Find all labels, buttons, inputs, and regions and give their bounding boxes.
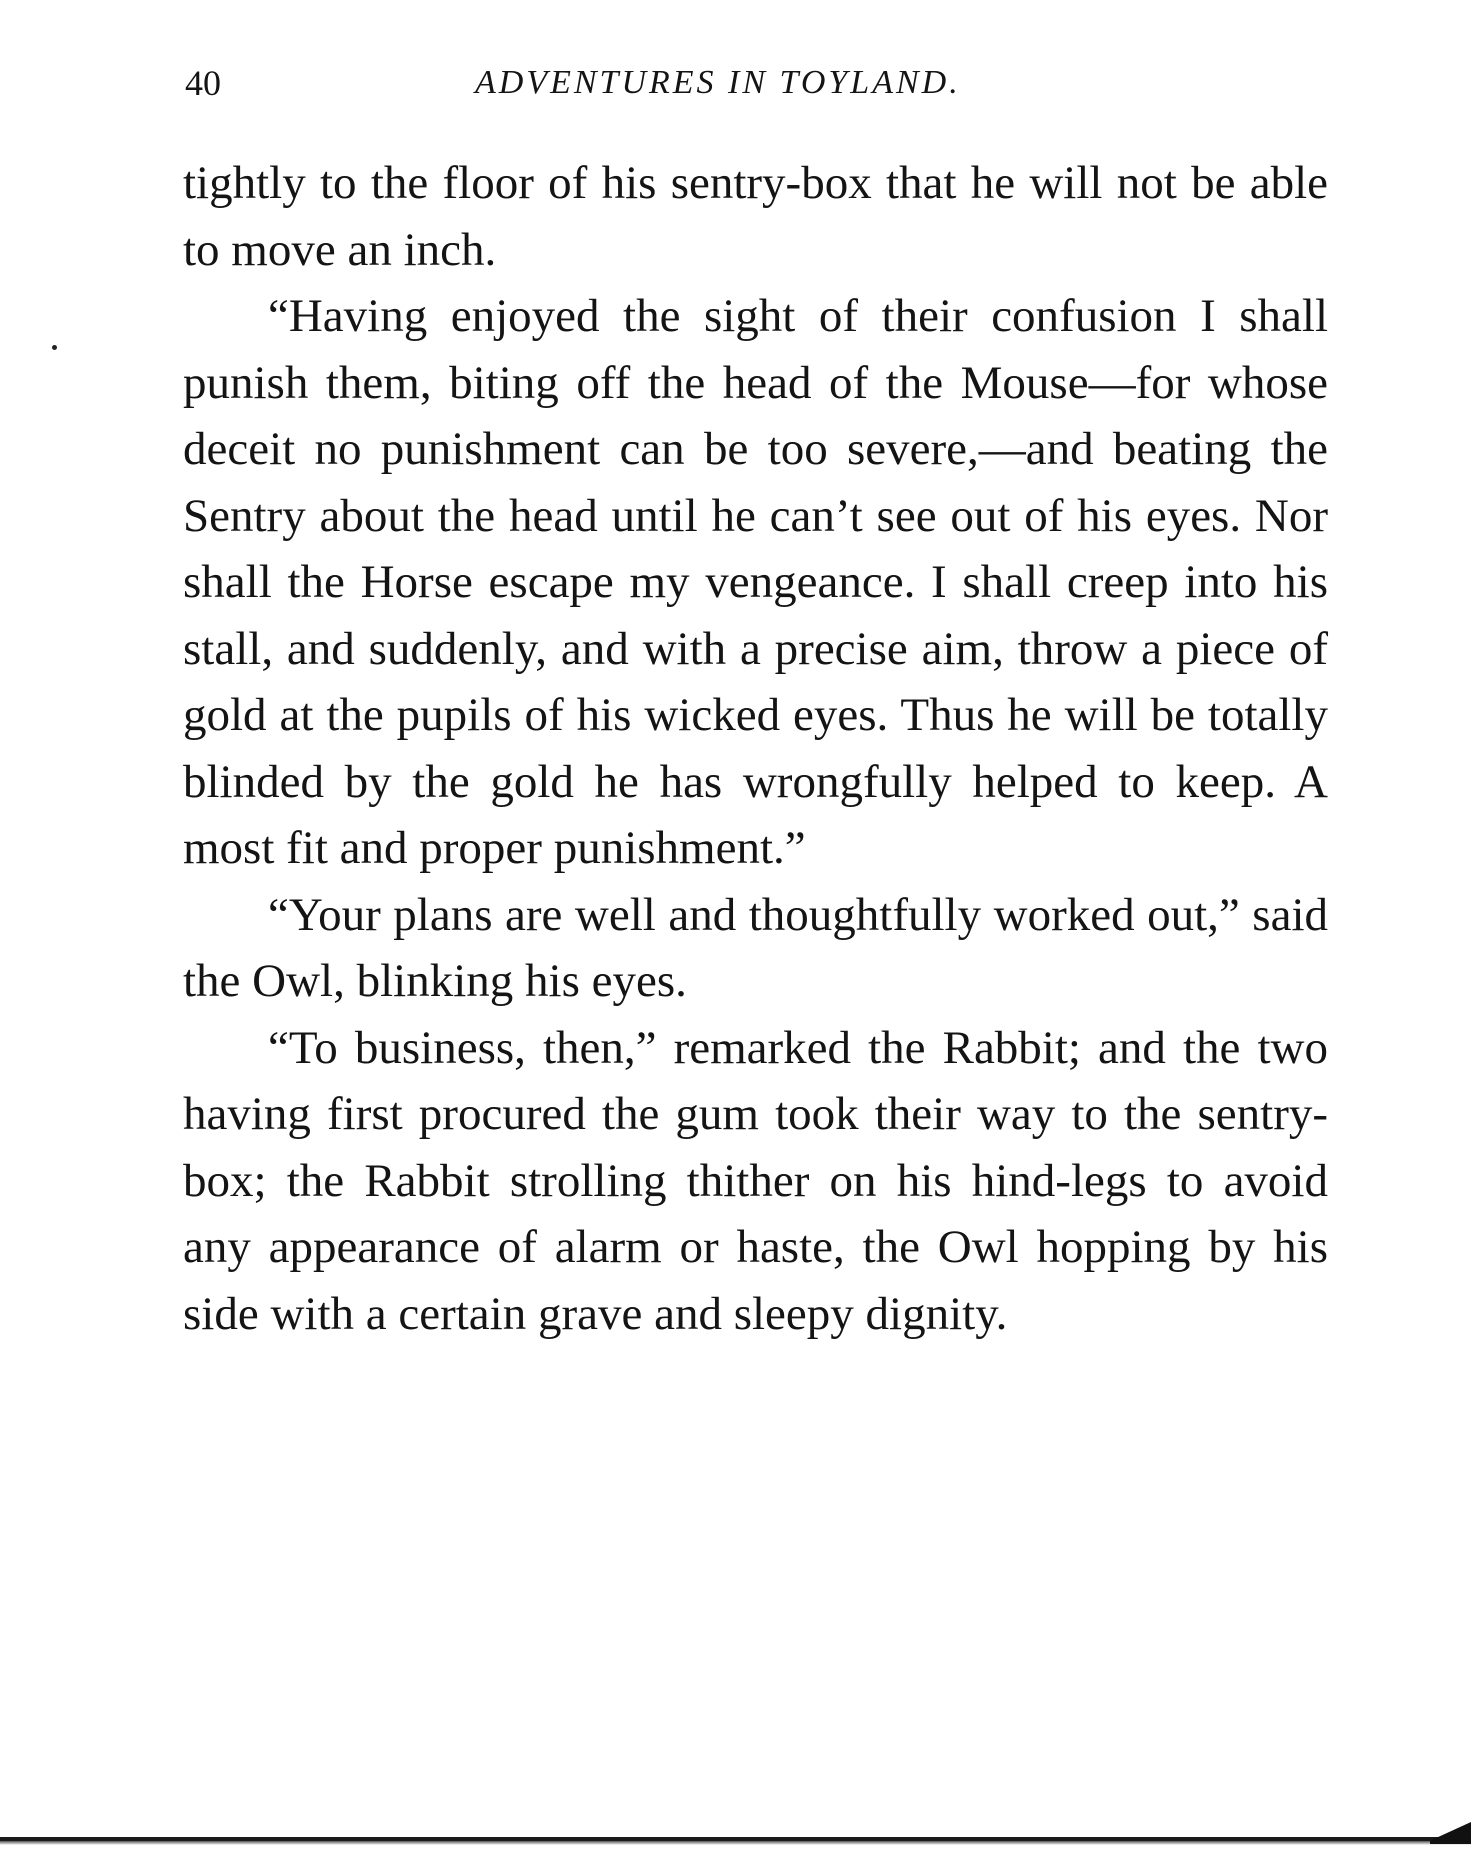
paragraph-to-business: “To business, then,” remarked the Rabbit; and the two having first procured the gum took their way to the sentry-box; the Rabbit strolling thither on his hind-legs to avoid any appearance of alarm or haste, the Owl hopping by his side with a certain grave and sleepy dignity. (183, 1021, 1328, 1340)
page-header (185, 62, 1325, 112)
paragraph-owl-reply: “Your plans are well and thoughtfully worked out,” said the Owl, blinking his eyes. (183, 888, 1328, 1007)
paragraph-rabbit-plan: “Having enjoyed the sight of their confusion I shall punish them, biting off the head of the Mouse—for whose deceit no punishment can be too severe,—and beating the Sentry about the head until he can’t see out of his eyes. Nor shall the Horse escape my vengeance. I shall creep into his stall, and suddenly, and with a precise aim, throw a piece of gold at the pupils of his wicked eyes. Thus he will be totally blinded by the gold he has wrongfully helped to keep. A most fit and proper punishment.” (183, 290, 1328, 874)
page-number: 40 (185, 63, 221, 103)
scan-bottom-rule (0, 1835, 1471, 1845)
body-text (183, 150, 1328, 1347)
paragraph-continuation: tightly to the floor of his sentry-box that he will not be able to move an inch. (183, 157, 1328, 276)
running-title: ADVENTURES IN TOYLAND. (475, 64, 961, 101)
print-speck (52, 345, 57, 350)
scan-bottom-rule-end (1430, 1822, 1471, 1844)
